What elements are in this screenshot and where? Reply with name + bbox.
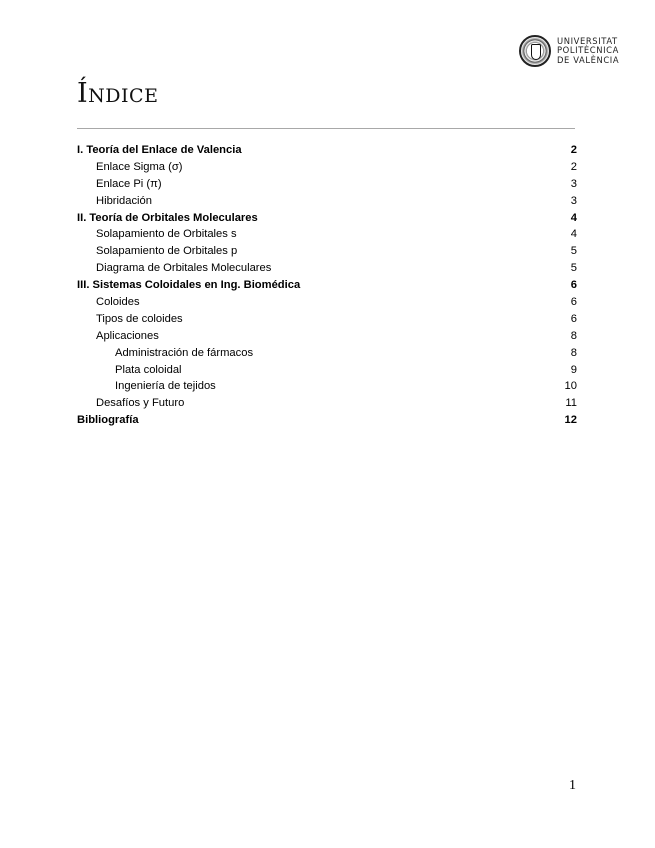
- toc-entry-page: 6: [570, 312, 577, 325]
- toc-entry[interactable]: [77, 395, 577, 412]
- toc-entry[interactable]: [77, 159, 577, 176]
- toc-entry-title: Plata coloidal: [115, 363, 182, 376]
- toc-entry-title: Ingeniería de tejidos: [115, 380, 216, 393]
- toc-entry-page: 10: [564, 380, 577, 393]
- toc-entry-title: III. Sistemas Coloidales en Ing. Biomédica: [77, 279, 301, 292]
- toc-entry-page: 8: [570, 329, 577, 342]
- toc-entry-title: I. Teoría del Enlace de Valencia: [77, 144, 242, 156]
- logo-line: DE VALÈNCIA: [557, 54, 620, 65]
- logo-text: [557, 37, 619, 66]
- toc-entry-title: Aplicaciones: [96, 329, 159, 342]
- toc-entry-title: Solapamiento de Orbitales s: [96, 228, 237, 241]
- toc-entry-page: 9: [570, 363, 577, 376]
- toc-entry-title: Coloides: [96, 296, 140, 309]
- toc-entry-page: 5: [570, 245, 577, 258]
- toc-entry-page: 6: [570, 296, 577, 309]
- page-title: Índice: [77, 78, 159, 109]
- toc-entry[interactable]: [77, 260, 577, 277]
- table-of-contents: [77, 142, 577, 429]
- toc-entry[interactable]: [77, 294, 577, 311]
- toc-entry-page: 5: [570, 262, 577, 275]
- toc-entry-page: 12: [564, 414, 577, 427]
- toc-entry[interactable]: [77, 362, 577, 379]
- toc-entry[interactable]: [77, 243, 577, 260]
- toc-entry-page: 6: [570, 279, 577, 292]
- toc-entry-title: Bibliografía: [77, 414, 139, 427]
- toc-entry-page: 11: [565, 397, 577, 410]
- toc-entry[interactable]: [77, 142, 577, 159]
- toc-entry[interactable]: [77, 378, 577, 395]
- toc-entry-title: Hibridación: [96, 194, 152, 207]
- toc-entry-page: 8: [570, 346, 577, 359]
- toc-entry[interactable]: [77, 210, 577, 227]
- toc-entry[interactable]: [77, 345, 577, 362]
- toc-entry-page: 3: [570, 194, 577, 207]
- toc-entry[interactable]: [77, 311, 577, 328]
- university-logo: [519, 33, 629, 69]
- title-divider: [77, 128, 575, 129]
- toc-entry[interactable]: [77, 328, 577, 345]
- toc-entry[interactable]: [77, 226, 577, 243]
- toc-entry-title: Enlace Sigma (σ): [96, 160, 183, 173]
- toc-entry[interactable]: [77, 277, 577, 294]
- toc-entry[interactable]: [77, 193, 577, 210]
- toc-entry-title: Desafíos y Futuro: [96, 397, 185, 410]
- toc-entry-page: 2: [570, 144, 577, 156]
- toc-entry-page: 4: [570, 211, 577, 224]
- toc-entry-title: Enlace Pi (π): [96, 177, 162, 190]
- toc-entry-page: 2: [570, 160, 577, 173]
- toc-entry-title: II. Teoría de Orbitales Moleculares: [77, 211, 258, 224]
- toc-entry-page: 3: [570, 177, 577, 190]
- toc-entry-page: 4: [570, 228, 577, 241]
- toc-entry[interactable]: [77, 176, 577, 193]
- toc-entry-title: Tipos de coloides: [96, 312, 183, 325]
- toc-entry-title: Diagrama de Orbitales Moleculares: [96, 262, 272, 275]
- toc-entry[interactable]: [77, 412, 577, 429]
- logo-line: UNIVERSITAT: [557, 35, 618, 46]
- page-number: 1: [569, 778, 576, 793]
- toc-entry-title: Solapamiento de Orbitales p: [96, 245, 238, 258]
- toc-entry-title: Administración de fármacos: [115, 346, 254, 359]
- logo-line: POLITÈCNICA: [557, 45, 619, 56]
- university-seal-icon: [519, 35, 551, 67]
